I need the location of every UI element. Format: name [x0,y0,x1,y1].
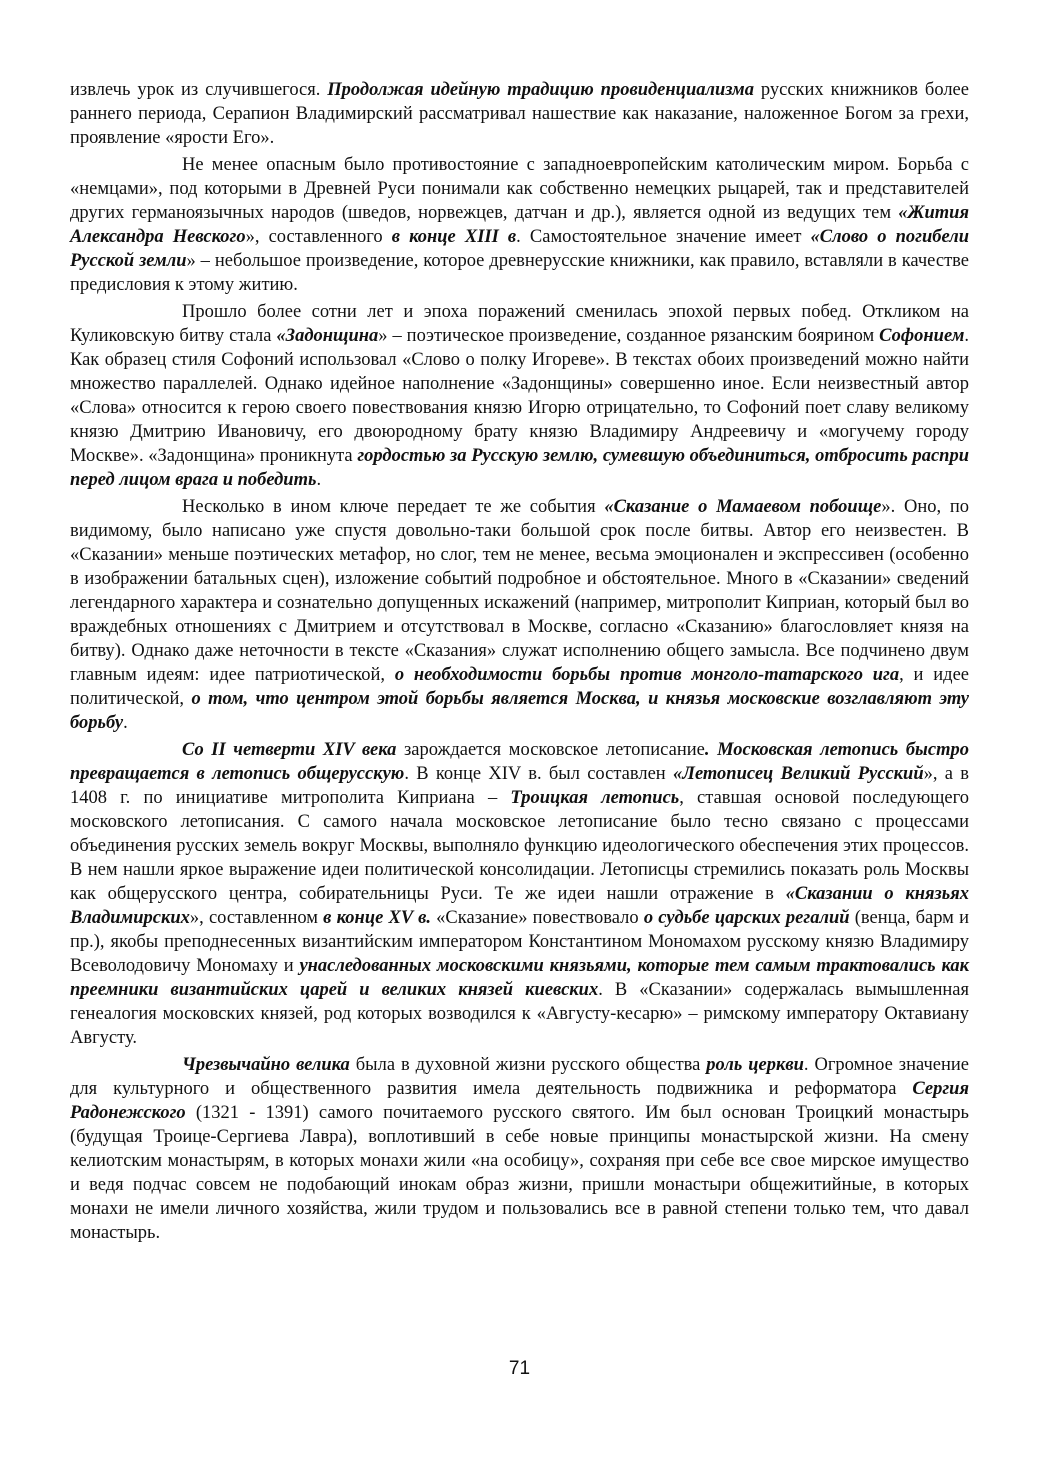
body-text: , ставшая основой последующего московского летописания. С самого начала московское летописание было тесно связано с процессами объединения русских земель вокруг Москвы, выполняло функцию идеологического обеспечения этих процессов. В нем нашли яркое выражение идеи политической консолидации. Летописцы стремились показать роль Москвы как общерусского центра, собирательницы Руси. Те же идеи нашли отражение в [70,788,969,904]
page-number: 71 [508,1358,531,1379]
body-text: . [316,470,322,490]
body-text: » – поэтическое произведение, созданное рязанским боярином [378,326,880,346]
paragraph [70,78,969,150]
emphasis-text: «Жития Александра Невского [70,203,969,247]
emphasis-text: унаследованных московскими князьями, которые тем самым трактовались как преемники византийских царей и великих князей киевских [70,956,969,1000]
emphasis-text: Продолжая идейную традицию провиденциализма [327,80,754,100]
emphasis-text: «Слово о погибели Русской земли [70,227,969,271]
body-text: Не менее опасным было противостояние с западноевропейским католическим миром. Борьба с «немцами», под которыми в Древней Руси понимали как собственно немецких рыцарей, так и представителей других германоязычных народов (шведов, норвежцев, датчан и др.), является одной из ведущих тем [70,155,969,223]
paragraph [70,495,969,735]
body-text: Прошло более сотни лет и эпоха поражений сменилась эпохой первых побед. Откликом на Куликовскую битву стала [70,302,969,346]
paragraph [70,153,969,297]
paragraph [70,1053,969,1245]
body-text: зарождается московское летописание [396,740,705,760]
body-text: » – небольшое произведение, которое древнерусские книжники, как правило, вставляли в качестве предисловия к этому житию. [70,251,969,295]
emphasis-text: Софонием [879,326,965,346]
emphasis-text: о том, что центром этой борьбы является Москва, и князья московские возглавляют эту борьбу [70,689,969,733]
emphasis-text: в конце XV в. [323,908,431,928]
paragraph [70,300,969,492]
body-text: извлечь урок из случившегося. [70,80,328,100]
emphasis-text: Чрезвычайно велика [182,1055,350,1075]
emphasis-text: «Сказании о князьях Владимирских [70,884,970,928]
emphasis-text: о судьбе царских регалий [643,908,850,928]
emphasis-text: роль церкви [706,1055,804,1075]
body-text: . Самостоятельное значение имеет [516,227,811,247]
body-text: . В «Сказании» содержалась вымышленная генеалогия московских князей, род которых возводился к «Августу-кесарю» – римскому императору Октавиану Августу. [70,980,969,1048]
body-text: », а в 1408 г. по инициативе митрополита Киприана – [70,764,969,808]
body-text: ». Оно, по видимому, было написано уже спустя довольно-таки большой срок после битвы. Автор его неизвестен. В «Сказании» меньше поэтических метафор, но слог, тем не менее, весьма эмоционален и экспрессивен (особенно в изображении батальных сцен), изложение событий подробное и обстоятельное. Много в «Сказании» сведений легендарного характера и сознательно допущенных искажений (например, митрополит Киприан, который был во враждебных отношениях с Дмитрием и отсутствовал в Москве, согласно «Сказанию» благословляет князя на битву). Однако даже неточности в тексте «Сказания» служат исполнению общего замысла. Все подчинено двум главным идеям: идее патриотической, [70,497,969,685]
emphasis-text: гордостью за Русскую землю, сумевшую объединиться, отбросить распри перед лицом врага и победить [70,446,969,490]
body-text: Несколько в ином ключе передает те же события [182,497,605,517]
body-text: . Огромное значение для культурного и общественного развития имела деятельность подвижника и реформатора [70,1055,969,1099]
emphasis-text: Троицкая летопись [510,788,680,808]
body-text: », составленном [189,908,324,928]
body-text: . [123,713,128,733]
body-text: . Как образец стиля Софоний использовал «Слово о полку Игореве». В текстах обоих произведений можно найти множество параллелей. Однако идейное наполнение «Задонщины» совершенно иное. Если неизвестный автор «Слова» относится к герою своего повествования князю Игорю отрицательно, то Софоний поет славу великому князю Дмитрию Ивановичу, его двоюродному брату князю Владимиру Андреевичу и «могучему городу Москве». «Задонщина» проникнута [70,326,969,466]
emphasis-text: «Задонщина [276,326,379,346]
body-text: (венца, барм и пр.), якобы преподнесенных византийским императором Константином Мономахом русскому князю Владимиру Всеволодовичу Мономаху и [70,908,969,976]
body-text: , и идее политической, [70,665,970,709]
paragraph [70,738,969,1050]
body-text: была в духовной жизни русского общества [349,1055,707,1075]
emphasis-text: . Московская летопись быстро превращается в летопись общерусскую [70,740,969,784]
emphasis-text: Со II четверти XIV века [182,740,397,760]
body-text: », составленного [245,227,392,247]
emphasis-text: «Летописец Великий Русский [673,764,924,784]
emphasis-text: в конце XIII в [391,227,517,247]
emphasis-text: Сергия Радонежского [70,1079,969,1123]
body-text: «Сказание» повествовало [430,908,644,928]
emphasis-text: о необходимости борьбы против монголо-татарского ига [394,665,900,685]
page-body [70,78,969,1245]
body-text: . В конце XIV в. был составлен [404,764,673,784]
body-text: русских книжников более раннего периода, Серапион Владимирский рассматривал нашествие как наказание, наложенное Богом за грехи, проявление «ярости Его». [70,80,969,148]
body-text: (1321 - 1391) самого почитаемого русского святого. Им был основан Троицкий монастырь (будущая Троице-Сергиева Лавра), воплотивший в себе новые принципы монастырской жизни. На смену келиотским монастырям, в которых монахи жили «на особицу», сохраняя при себе все свое мирское имущество и ведя подчас совсем не подобающий инокам образ жизни, пришли монастыри общежитийные, в которых монахи не имели личного хозяйства, жили трудом и пользовались все в равной степени только тем, что давал монастырь. [70,1103,969,1243]
emphasis-text: «Сказание о Мамаевом побоище [604,497,882,517]
